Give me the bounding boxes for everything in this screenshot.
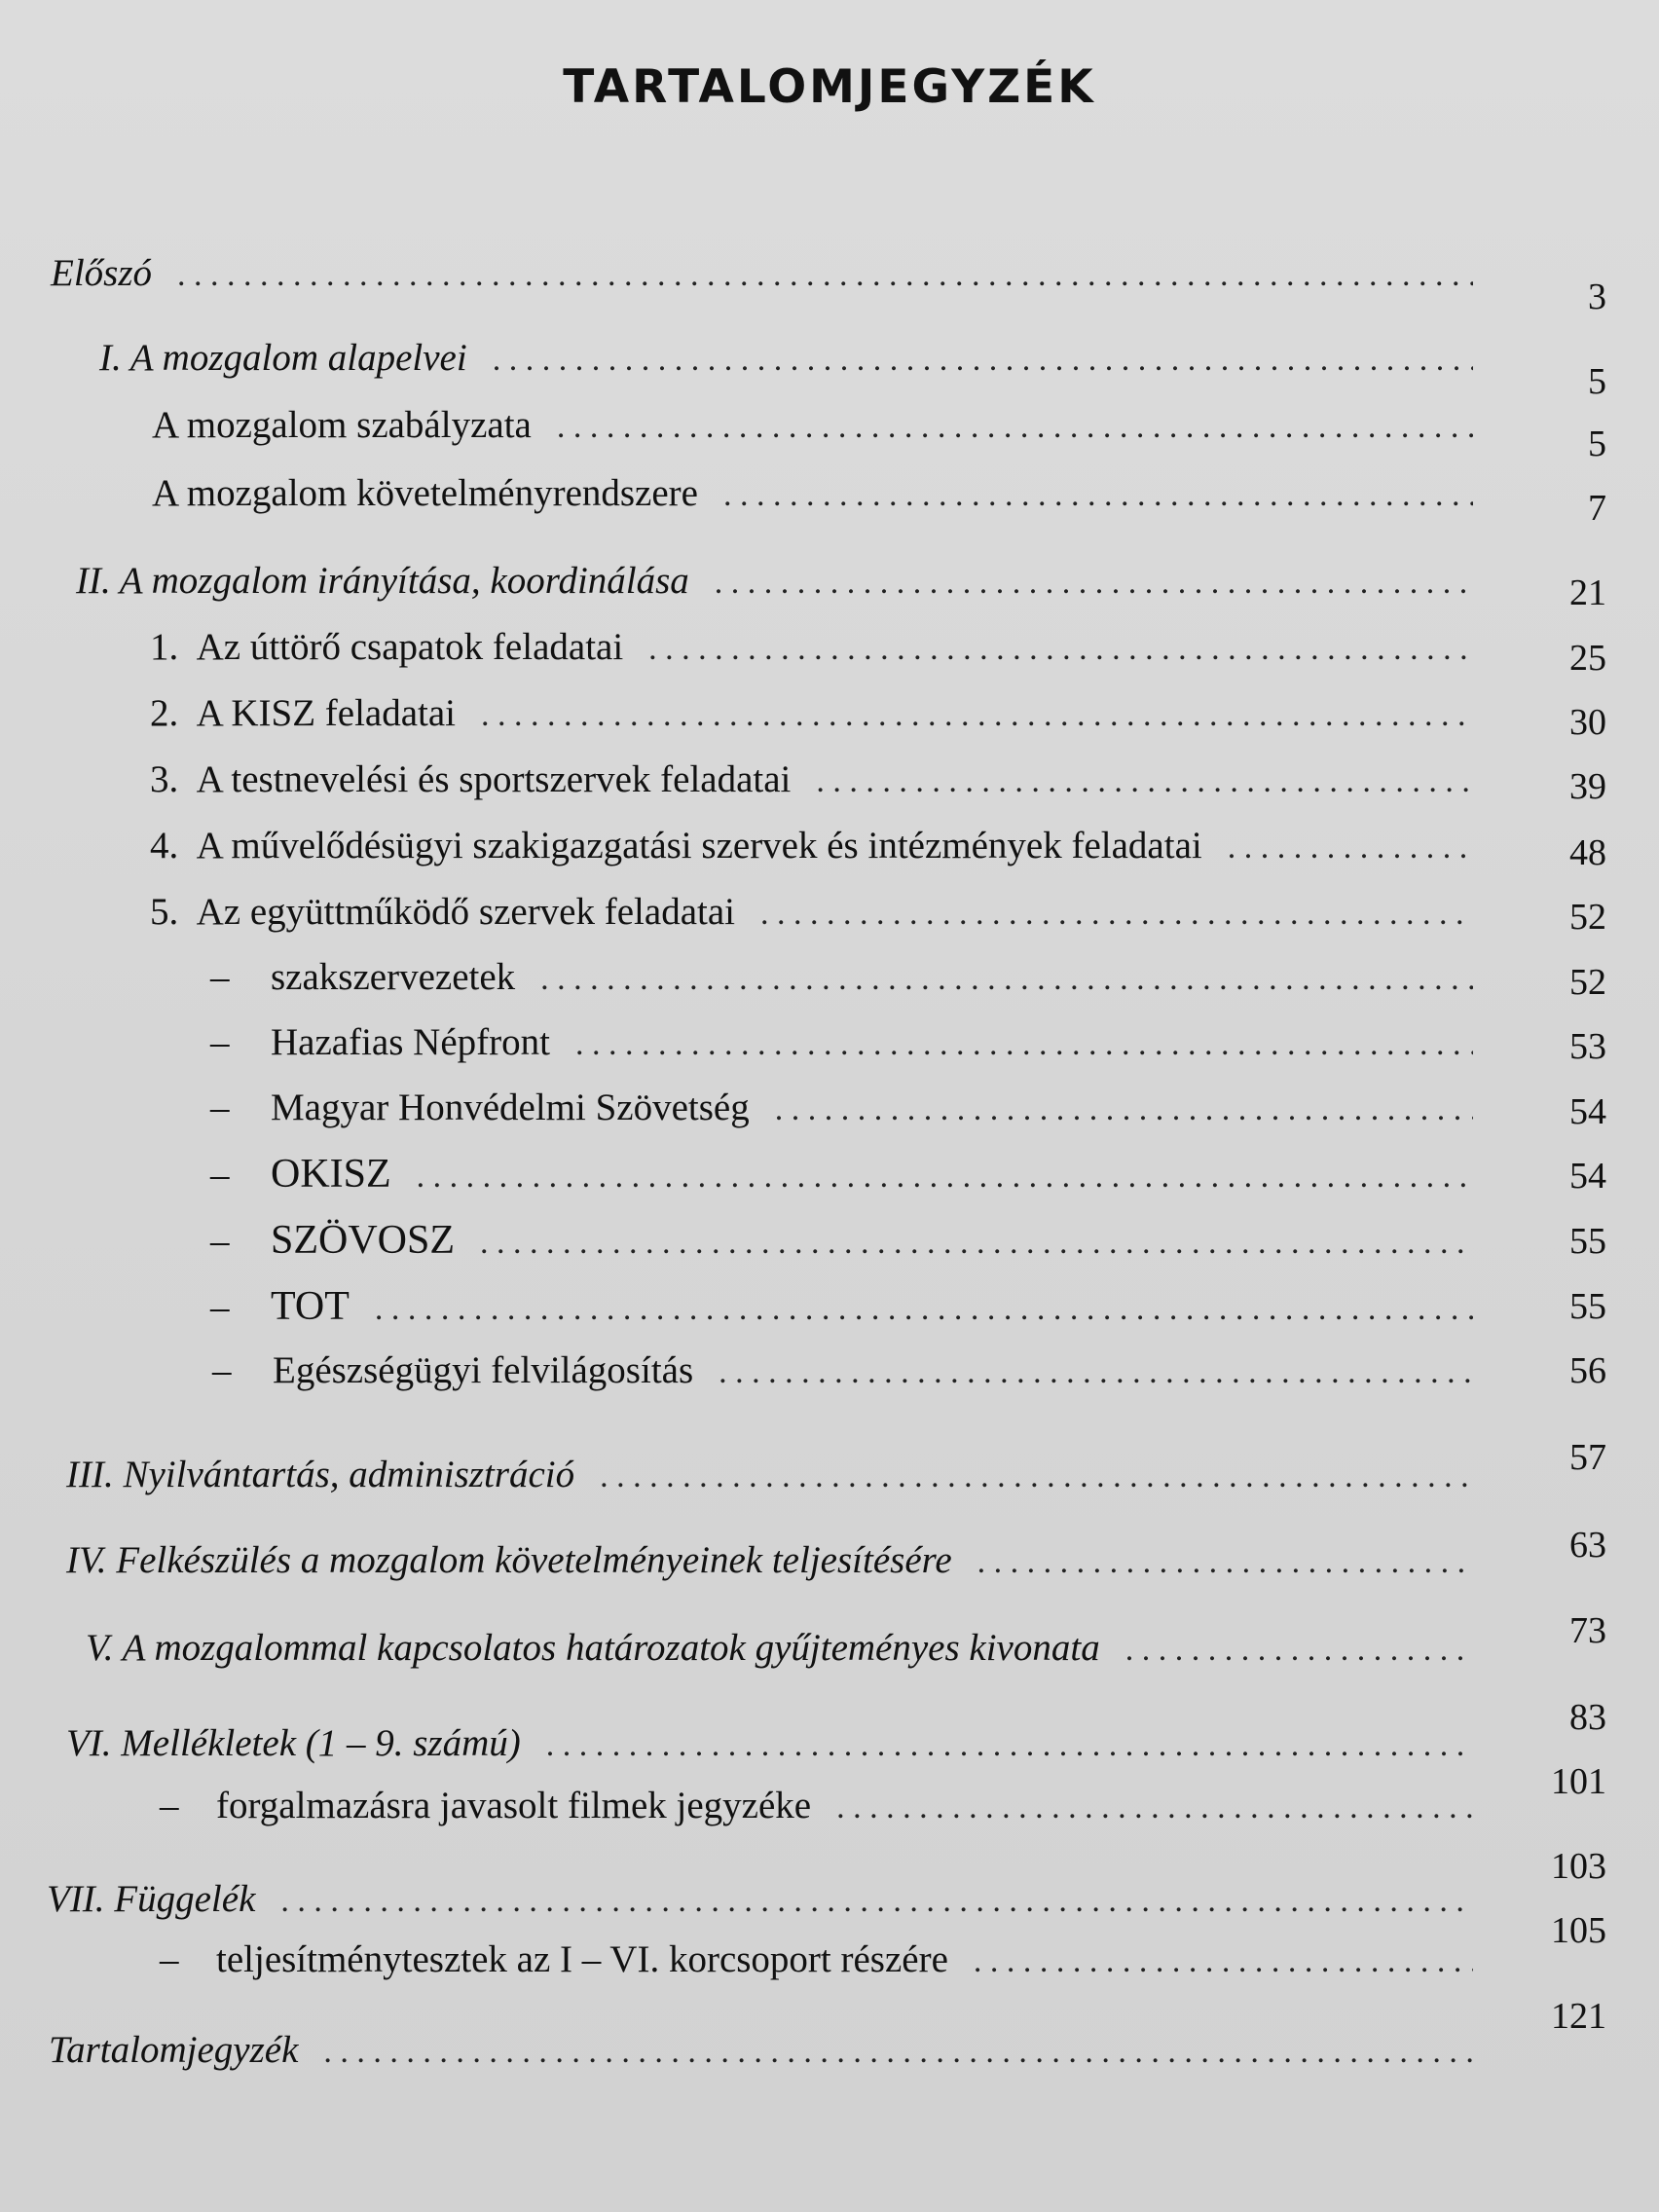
toc-entry-label: VI. Mellékletek (1 – 9. számú) (66, 1722, 521, 1764)
dot-leader (816, 763, 1473, 800)
toc-entry-item-1[interactable] (150, 625, 1473, 680)
dash-marker: – (160, 1785, 179, 1826)
toc-page-number: 73 (1569, 1610, 1606, 1651)
dot-leader (280, 1883, 1473, 1920)
dot-leader (375, 1291, 1473, 1328)
dot-leader (540, 961, 1473, 998)
item-number: 2. (150, 692, 179, 734)
dot-leader (715, 565, 1473, 602)
toc-entry-label: szakszervezetek (271, 956, 516, 998)
toc-page-number: 30 (1569, 702, 1606, 743)
toc-entry-label: Tartalomjegyzék (49, 2029, 299, 2071)
toc-page-number: 101 (1551, 1761, 1606, 1802)
toc-page-number: 7 (1588, 488, 1606, 529)
toc-entry-tot[interactable] (210, 1283, 1473, 1338)
item-number: 1. (150, 626, 179, 668)
dot-leader (974, 1943, 1473, 1980)
toc-page-number: 57 (1569, 1437, 1606, 1478)
toc-entry-szabalyzat[interactable] (152, 403, 1473, 458)
toc-entry-label: A művelődésügyi szakigazgatási szervek és intézmények feladatai (196, 825, 1202, 866)
toc-entry-label: A mozgalom szabályzata (152, 404, 532, 446)
toc-page-number: 25 (1569, 638, 1606, 679)
toc-entry-label: Magyar Honvédelmi Szövetség (271, 1087, 750, 1128)
toc-entry-item-3[interactable] (150, 757, 1473, 812)
dash-marker: – (210, 1286, 230, 1328)
dot-leader (1228, 830, 1473, 866)
toc-entry-label: TOT (271, 1284, 350, 1329)
toc-entry-label: A KISZ feladatai (196, 692, 457, 734)
toc-page-number: 63 (1569, 1525, 1606, 1566)
toc-entry-label: III. Nyilvántartás, adminisztráció (66, 1454, 575, 1495)
toc-entry-kovetelmenyrendszer[interactable] (152, 471, 1473, 526)
toc-page-number: 105 (1551, 1910, 1606, 1951)
toc-page-number: 121 (1551, 1996, 1606, 2037)
toc-entry-chapter-1[interactable] (99, 336, 1473, 390)
dot-leader (480, 1225, 1473, 1262)
toc-entry-label: SZÖVOSZ (271, 1218, 456, 1263)
toc-entry-item-4[interactable] (150, 824, 1473, 878)
toc-entry-chapter-2[interactable] (76, 559, 1473, 613)
toc-page-number: 39 (1569, 766, 1606, 807)
toc-entry-item-2[interactable] (150, 691, 1473, 746)
dash-marker: – (210, 1220, 230, 1262)
toc-entry-label: Az úttörő csapatok feladatai (196, 626, 624, 668)
dot-leader (575, 1026, 1473, 1063)
toc-entry-label: OKISZ (271, 1152, 391, 1197)
dot-leader (323, 2034, 1473, 2071)
toc-entry-tartalomjegyzek[interactable] (49, 2028, 1473, 2083)
dash-marker: – (210, 956, 230, 998)
dash-marker: – (212, 1349, 232, 1391)
toc-entry-chapter-4[interactable] (66, 1538, 1473, 1593)
toc-page-number: 103 (1551, 1846, 1606, 1887)
toc-entry-hazafias-nepfront[interactable] (210, 1020, 1473, 1075)
toc-entry-szakszervezetek[interactable] (210, 955, 1473, 1010)
toc-entry-chapter-6[interactable] (66, 1721, 1473, 1776)
dash-marker: – (210, 1021, 230, 1063)
page-title: TARTALOMJEGYZÉK (563, 60, 1096, 114)
item-number: 3. (150, 758, 179, 800)
dot-leader (493, 342, 1473, 379)
toc-entry-label: Egészségügyi felvilágosítás (273, 1349, 694, 1391)
dot-leader (600, 1458, 1473, 1495)
toc-page-number: 55 (1569, 1221, 1606, 1262)
toc-entry-label: V. A mozgalommal kapcsolatos határozatok gyűjteményes kivonata (86, 1627, 1100, 1669)
toc-entry-label: VII. Függelék (47, 1878, 256, 1920)
toc-entry-label: A testnevelési és sportszervek feladatai (196, 758, 792, 800)
dash-marker: – (210, 1154, 230, 1196)
dot-leader (1125, 1632, 1473, 1669)
item-number: 4. (150, 825, 179, 866)
toc-entry-label: A mozgalom követelményrendszere (152, 472, 698, 514)
item-number: 5. (150, 891, 179, 933)
toc-entry-label: Előszó (51, 252, 153, 294)
dot-leader (417, 1159, 1473, 1196)
toc-page-number: 56 (1569, 1350, 1606, 1391)
dash-marker: – (210, 1087, 230, 1128)
dot-leader (760, 896, 1473, 933)
toc-entry-eloszo[interactable] (51, 251, 1473, 306)
toc-page-number: 3 (1588, 276, 1606, 317)
toc-entry-label: Hazafias Népfront (271, 1021, 550, 1063)
dot-leader (648, 631, 1473, 668)
dot-leader (775, 1091, 1473, 1128)
toc-page-number: 54 (1569, 1156, 1606, 1197)
toc-page-number: 83 (1569, 1697, 1606, 1738)
dot-leader (177, 257, 1473, 294)
toc-entry-item-5[interactable] (150, 890, 1473, 944)
toc-entry-chapter-3[interactable] (66, 1453, 1473, 1507)
toc-page-number: 55 (1569, 1286, 1606, 1327)
toc-entry-label: forgalmazásra javasolt filmek jegyzéke (216, 1785, 812, 1826)
dot-leader (546, 1727, 1473, 1764)
toc-entry-label: II. A mozgalom irányítása, koordinálása (76, 560, 689, 602)
dot-leader (481, 697, 1473, 734)
toc-entry-egeszsegugyi[interactable] (212, 1348, 1473, 1403)
toc-entry-filmek-jegyzeke[interactable] (160, 1784, 1473, 1838)
toc-entry-szovosz[interactable] (210, 1217, 1473, 1272)
toc-entry-okisz[interactable] (210, 1151, 1473, 1205)
toc-entry-label: I. A mozgalom alapelvei (99, 337, 467, 379)
dot-leader (719, 1354, 1473, 1391)
dot-leader (836, 1789, 1473, 1826)
toc-page-number: 54 (1569, 1091, 1606, 1132)
toc-entry-chapter-5[interactable] (86, 1626, 1473, 1680)
toc-page-number: 53 (1569, 1026, 1606, 1067)
toc-page-number: 52 (1569, 962, 1606, 1003)
toc-entry-chapter-7[interactable] (47, 1877, 1473, 1932)
toc-entry-label: teljesítménytesztek az I – VI. korcsoport részére (216, 1938, 948, 1980)
toc-page-number: 5 (1588, 424, 1606, 464)
toc-entry-label: Az együttműködő szervek feladatai (196, 891, 735, 933)
toc-page-number: 5 (1588, 361, 1606, 402)
dot-leader (723, 477, 1473, 514)
toc-entry-label: IV. Felkészülés a mozgalom követelményeinek teljesítésére (66, 1539, 952, 1581)
dot-leader (977, 1544, 1473, 1581)
toc-page-number: 21 (1569, 572, 1606, 613)
toc-page-number: 52 (1569, 897, 1606, 938)
toc-page-number: 48 (1569, 832, 1606, 873)
toc-entry-mhsz[interactable] (210, 1086, 1473, 1140)
dot-leader (557, 409, 1473, 446)
dash-marker: – (160, 1938, 179, 1980)
toc-entry-teljesitmenytesztek[interactable] (160, 1937, 1473, 1992)
